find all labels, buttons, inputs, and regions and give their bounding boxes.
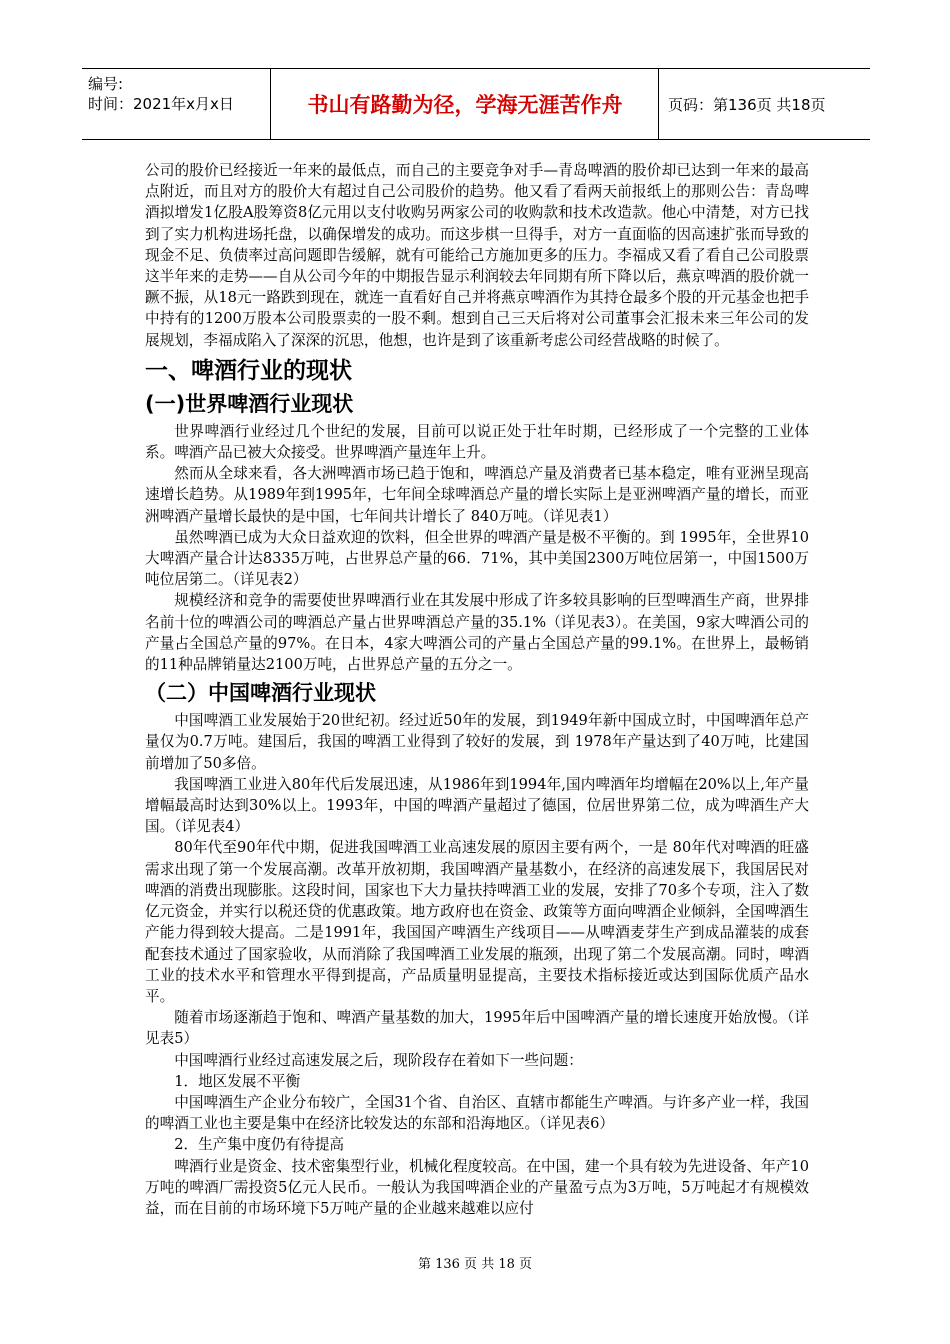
- paragraph-world-4: 规模经济和竞争的需要使世界啤酒行业在其发展中形成了许多较具影响的巨型啤酒生产商，世界排名前十位的啤酒公司的啤酒总产量占世界啤酒总产量的35.1%（详见表3）。在美国，9家大啤酒公司的产量占全国总产量的97%。在日本，4家大啤酒公司的产量占全国总产量的99.1%。在世界上，最畅销的11种品牌销量达2100万吨，占世界总产量的五分之一。: [145, 592, 809, 674]
- paragraph-china-2: 我国啤酒工业进入80年代后发展迅速，从1986年到1994年,国内啤酒年均增幅在20%以上,年产量增幅最高时达到30%以上。1993年，中国的啤酒产量超过了德国，位居世界第二位，成为啤酒生产大国。（详见表4）: [145, 775, 809, 836]
- paragraph-world-3: 虽然啤酒已成为大众日益欢迎的饮料，但全世界的啤酒产量是极不平衡的。到 1995年，全世界10大啤酒产量合计达8335万吨，占世界总产量的66．71%，其中美国2300万吨位居第一，中国1500万吨位居第二。（详见表2）: [145, 528, 809, 589]
- header-page-info: 页码：第136页 共18页: [668, 95, 826, 114]
- page-footer: 第 136 页 共 18 页: [417, 1257, 533, 1272]
- subsection-heading-china: （二）中国啤酒行业现状: [145, 681, 376, 706]
- page-header: [82, 68, 870, 140]
- paragraph-intro: 公司的股价已经接近一年来的最低点，而自己的主要竞争对手—青岛啤酒的股价却已达到一年来的最高点附近，而且对方的股价大有超过自己公司股价的趋势。他又看了看两天前报纸上的那则公告：青岛啤酒拟增发1亿股A股筹资8亿元用以支付收购另两家公司的收购款和技术改造款。他心中清楚，对方已找到了实力机构进场托盘，以确保增发的成功。而这步棋一旦得手，对方一直面临的因高速扩张而导致的现金不足、负债率过高问题即告缓解，就有可能给己方施加更多的压力。李福成又看了看自己公司股票这半年来的走势——自从公司今年的中期报告显示利润较去年同期有所下降以后，燕京啤酒的股价就一蹶不振，从18元一路跌到现在，就连一直看好自己并将燕京啤酒作为其持仓最多个股的开元基金也把手中持有的1200万股本公司股票卖的一股不剩。想到自己三天后将对公司董事会汇报未来三年公司的发展规划，李福成陷入了深深的沉思，他想，也许是到了该重新考虑公司经营战略的时候了。: [145, 162, 809, 349]
- paragraph-china-5: 中国啤酒行业经过高速发展之后，现阶段存在着如下一些问题：: [174, 1051, 583, 1069]
- paragraph-china-4: 随着市场逐渐趋于饱和、啤酒产量基数的加大，1995年后中国啤酒产量的增长速度开始放慢。（详见表5）: [145, 1009, 809, 1048]
- subsection-heading-world: (一)世界啤酒行业现状: [145, 391, 354, 416]
- paragraph-china-7: 中国啤酒生产企业分布较广，全国31个省、自治区、直辖市都能生产啤酒。与许多产业一样，我国的啤酒工业也主要是集中在经济比较发达的东部和沿海地区。（详见表6）: [145, 1093, 809, 1133]
- header-left-cell: [82, 69, 271, 139]
- list-heading-1: 1．地区发展不平衡: [174, 1072, 301, 1090]
- list-heading-2: 2．生产集中度仍有待提高: [174, 1136, 345, 1154]
- paragraph-china-1: 中国啤酒工业发展始于20世纪初。经过近50年的发展，到1949年新中国成立时，中国啤酒年总产量仅为0.7万吨。建国后，我国的啤酒工业得到了较好的发展，到 1978年产量达到了40万吨，比建国前增加了50多倍。: [145, 712, 809, 772]
- section-heading-1: 一、啤酒行业的现状: [145, 357, 352, 384]
- paragraph-world-1: 世界啤酒行业经过几个世纪的发展，目前可以说正处于壮年时期，已经形成了一个完整的工业体系。啤酒产品已被大众接受。世界啤酒产量连年上升。: [145, 422, 809, 462]
- paragraph-china-9: 啤酒行业是资金、技术密集型行业，机械化程度较高。在中国，建一个具有较为先进设备、年产10万吨的啤酒厂需投资5亿元人民币。一般认为我国啤酒企业的产量盈亏点为3万吨，5万吨起才有规模效益，而在目前的市场环境下5万吨产量的企业越来越难以应付: [145, 1157, 809, 1217]
- paragraph-world-2: 然而从全球来看，各大洲啤酒市场已趋于饱和，啤酒总产量及消费者已基本稳定，唯有亚洲呈现高速增长趋势。从1989年到1995年，七年间全球啤酒总产量的增长实际上是亚洲啤酒产量的增长，而亚洲啤酒产量增长最快的是中国，七年间共计增长了 840万吨。（详见表1）: [145, 465, 809, 525]
- date-label: 时间：2021年x月x日: [88, 95, 234, 113]
- paragraph-china-3: 80年代至90年代中期，促进我国啤酒工业高速发展的原因主要有两个，一是 80年代对啤酒的旺盛需求出现了第一个发展高潮。改革开放初期，我国啤酒产量基数小，在经济的高速发展下，我国居民对啤酒的消费出现膨胀。这段时间，国家也下大力量扶持啤酒工业的发展，安排了70多个专项，注入了数亿元资金，并实行以税还贷的优惠政策。地方政府也在资金、政策等方面向啤酒企业倾斜，全国啤酒生产能力得到较大提高。二是1991年，我国国产啤酒生产线项目——从啤酒麦芽生产到成品灌装的成套配套技术通过了国家验收，从而消除了我国啤酒工业发展的瓶颈，出现了第二个发展高潮。同时，啤酒工业的技术水平和管理水平得到提高，产品质量明显提高，主要技术指标接近或达到国际优质产品水平。: [145, 839, 809, 1005]
- number-label: 编号:: [88, 75, 124, 93]
- header-motto: 书山有路勤为径，学海无涯苦作舟: [272, 69, 659, 139]
- document-body: [145, 160, 809, 1219]
